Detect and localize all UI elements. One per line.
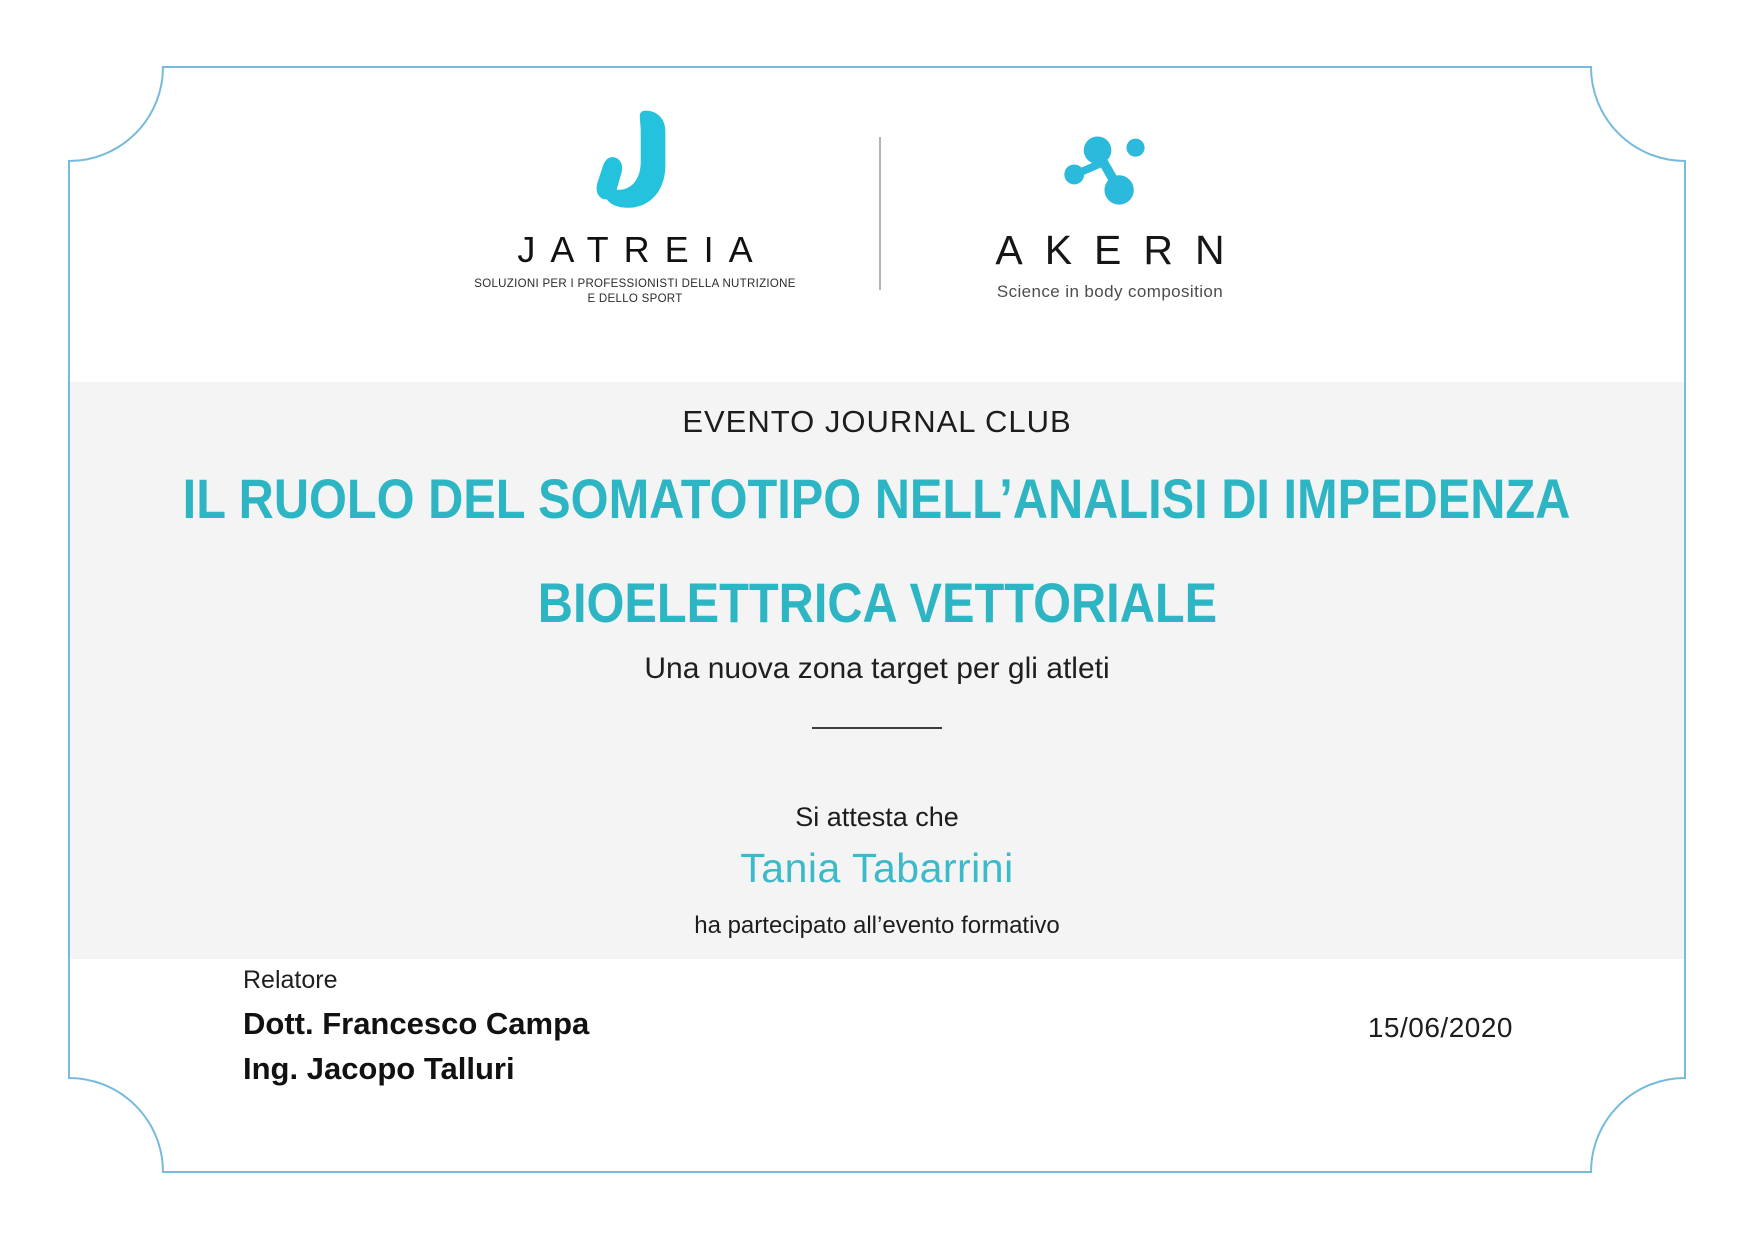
- jatreia-tagline-line1: SOLUZIONI PER I PROFESSIONISTI DELLA NUTRIZIONE: [474, 278, 796, 290]
- akern-tagline: Science in body composition: [996, 282, 1224, 301]
- event-subtitle: Una nuova zona target per gli atleti: [644, 652, 1110, 685]
- jatreia-tagline-line2: E DELLO SPORT: [587, 293, 683, 305]
- jatreia-wordmark: JATREIA: [517, 229, 768, 270]
- jatreia-logo: [425, 108, 845, 307]
- akern-molecule-icon: [1063, 133, 1158, 215]
- jatreia-tagline: [425, 277, 845, 307]
- akern-logo: [900, 133, 1320, 302]
- event-title-line2: [69, 570, 1685, 635]
- speaker-role-label: Relatore: [243, 966, 338, 994]
- event-title-line2-text: BIOELETTRICA VETTORIALE: [537, 571, 1217, 634]
- event-date: 15/06/2020: [1367, 1012, 1513, 1043]
- akern-wordmark: AKERN: [995, 227, 1247, 273]
- speaker-name-2: Ing. Jacopo Talluri: [243, 1051, 515, 1086]
- attestation-outro: ha partecipato all’evento formativo: [694, 912, 1060, 939]
- jatreia-j-droplet-icon: [594, 108, 676, 215]
- attestation-intro: Si attesta che: [795, 802, 959, 832]
- event-title-line1: [69, 466, 1685, 531]
- subtitle-divider-line: [812, 727, 942, 729]
- event-kicker: EVENTO JOURNAL CLUB: [682, 404, 1072, 439]
- attestation-name: Tania Tabarrini: [740, 845, 1014, 891]
- event-title-line1-text: IL RUOLO DEL SOMATOTIPO NELL’ANALISI DI IMPEDENZA: [183, 467, 1571, 530]
- logo-divider-line: [879, 137, 881, 290]
- speaker-name-1: Dott. Francesco Campa: [243, 1006, 590, 1041]
